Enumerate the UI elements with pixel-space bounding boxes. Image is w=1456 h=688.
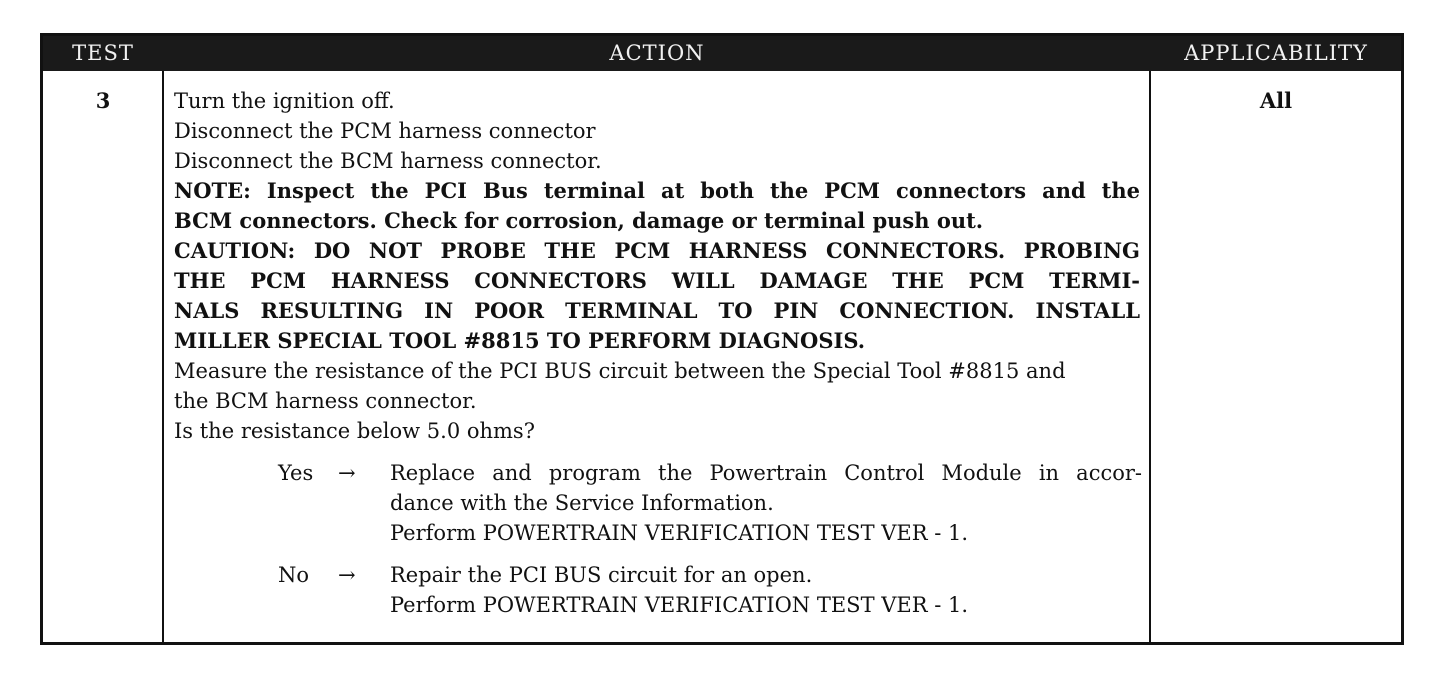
caution-text: NALS RESULTING IN POOR TERMINAL TO PIN CONNECTION. INSTALL (174, 298, 1140, 323)
question-text: Is the resistance below 5.0 ohms? (174, 419, 535, 443)
no-result (174, 560, 1140, 620)
table-header (43, 36, 1401, 71)
column-divider (1149, 71, 1151, 642)
step-text: Disconnect the BCM harness connector. (174, 149, 602, 173)
yes-text: Replace and program the Powertrain Control Module in accor- (390, 461, 1142, 485)
no-label: No (278, 563, 310, 587)
note-text: BCM connectors. Check for corrosion, damage or terminal push out. (174, 208, 984, 233)
header-applicability: APPLICABILITY (1184, 41, 1368, 65)
measure-text: Measure the resistance of the PCI BUS circuit between the Special Tool #8815 and (174, 359, 1066, 383)
diagnostic-table (40, 33, 1404, 645)
arrow-right-icon: → (338, 563, 356, 587)
action-cell (174, 86, 1140, 620)
yes-result (174, 458, 1140, 548)
yes-label: Yes (278, 461, 314, 485)
measure-text: the BCM harness connector. (174, 389, 477, 413)
yes-text: dance with the Service Information. (390, 491, 774, 515)
header-test: TEST (72, 41, 134, 65)
header-action: ACTION (609, 41, 705, 65)
test-number: 3 (95, 88, 111, 113)
column-divider (162, 71, 164, 642)
caution-text: THE PCM HARNESS CONNECTORS WILL DAMAGE THE PCM TERMI- (174, 268, 1140, 293)
applicability-value: All (1259, 88, 1293, 113)
no-text: Perform POWERTRAIN VERIFICATION TEST VER - 1. (390, 593, 969, 617)
step-text: Disconnect the PCM harness connector (174, 119, 596, 143)
caution-text: MILLER SPECIAL TOOL #8815 TO PERFORM DIAGNOSIS. (174, 328, 866, 353)
no-text: Repair the PCI BUS circuit for an open. (390, 563, 813, 587)
note-text: NOTE: Inspect the PCI Bus terminal at both the PCM connectors and the (174, 178, 1140, 203)
step-text: Turn the ignition off. (174, 89, 395, 113)
yes-text: Perform POWERTRAIN VERIFICATION TEST VER - 1. (390, 521, 969, 545)
arrow-right-icon: → (338, 461, 356, 485)
caution-text: CAUTION: DO NOT PROBE THE PCM HARNESS CONNECTORS. PROBING (174, 238, 1140, 263)
